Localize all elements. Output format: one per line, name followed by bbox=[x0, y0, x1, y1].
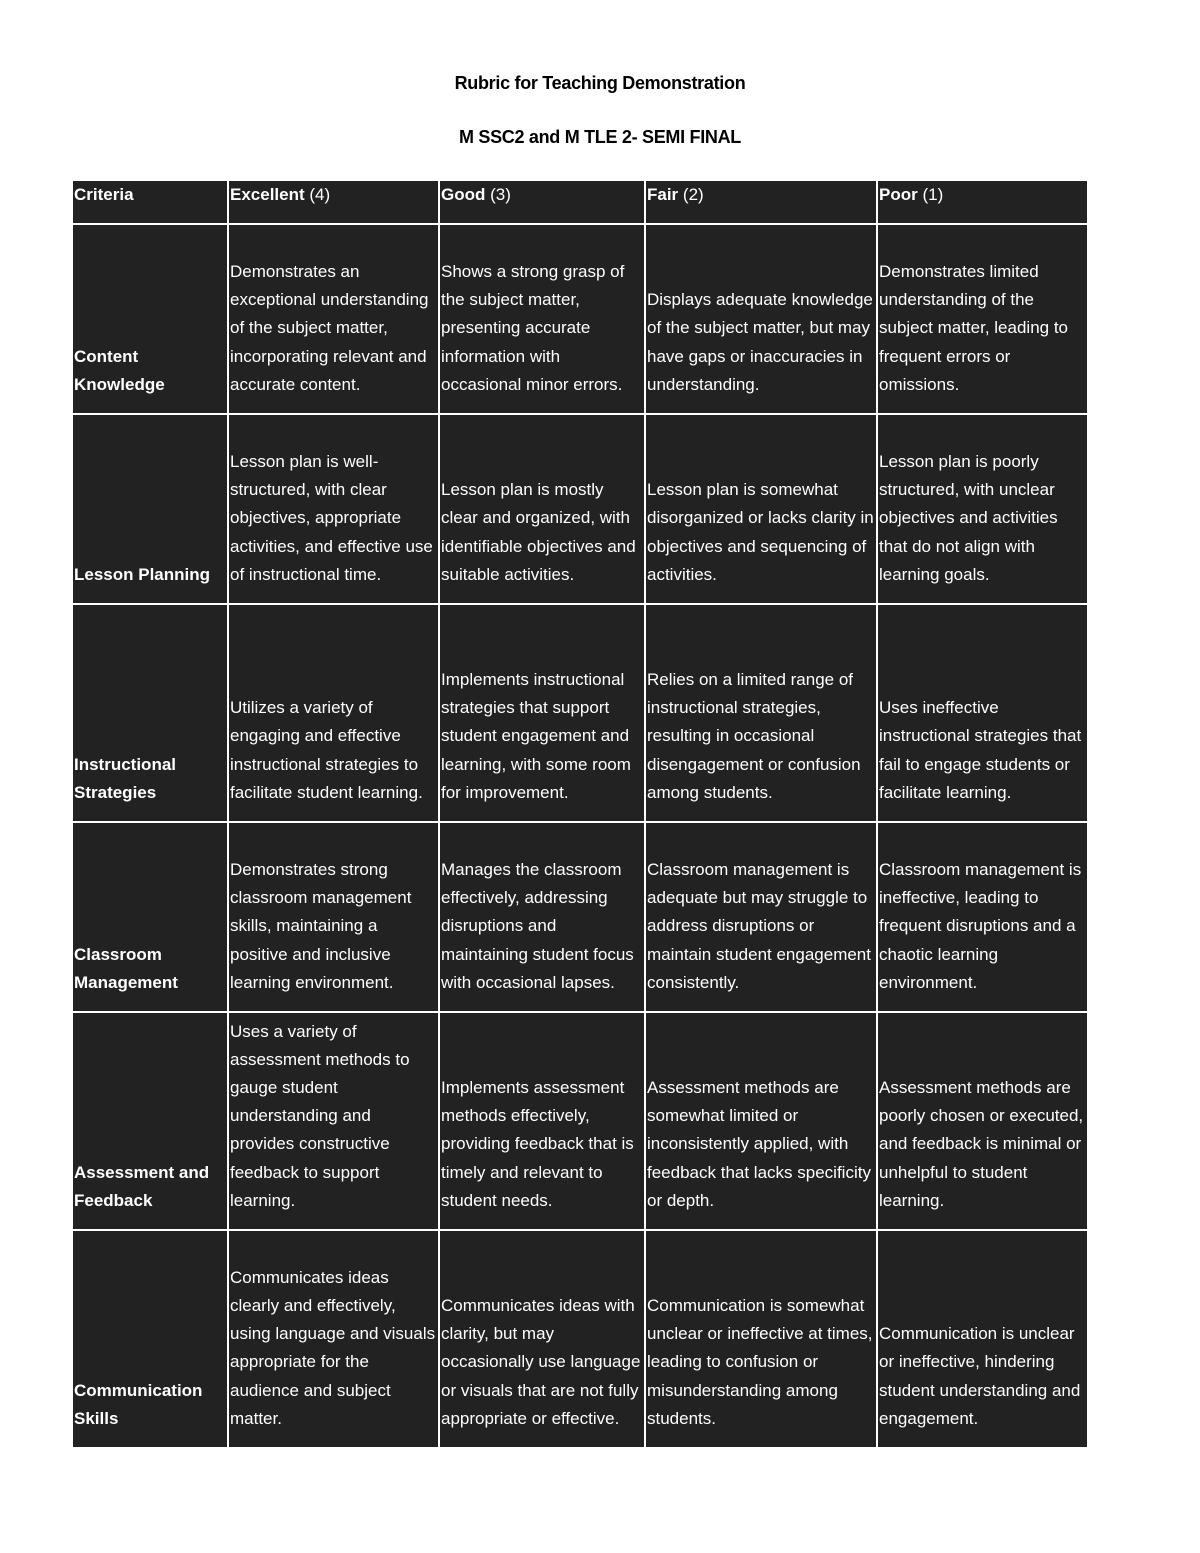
descriptor-cell: Uses ineffective instructional strategies that fail to engage students or facilitate learning. bbox=[877, 604, 1088, 822]
rubric-header bbox=[72, 180, 1088, 224]
descriptor-cell: Uses a variety of assessment methods to gauge student understanding and provides constructive feedback to support learning. bbox=[228, 1012, 439, 1230]
criterion-cell: Lesson Planning bbox=[72, 414, 228, 604]
level-name: Fair bbox=[647, 185, 679, 204]
document-title: Rubric for Teaching Demonstration bbox=[454, 73, 746, 93]
table-row bbox=[72, 224, 1088, 414]
table-row bbox=[72, 822, 1088, 1012]
rubric-body bbox=[72, 224, 1088, 1448]
descriptor-cell: Demonstrates limited understanding of the subject matter, leading to frequent errors or omissions. bbox=[877, 224, 1088, 414]
document-subtitle: M SSC2 and M TLE 2- SEMI FINAL bbox=[458, 127, 741, 147]
level-name: Good bbox=[441, 185, 486, 204]
descriptor-cell: Communicates ideas with clarity, but may occasionally use language or visuals that are not fully appropriate or effective. bbox=[439, 1230, 645, 1448]
level-score: (4) bbox=[304, 185, 331, 204]
descriptor-cell: Assessment methods are poorly chosen or executed, and feedback is minimal or unhelpful to student learning. bbox=[877, 1012, 1088, 1230]
rubric-table bbox=[72, 180, 1088, 1448]
level-score: (3) bbox=[485, 185, 511, 204]
header-level-good bbox=[439, 180, 645, 224]
descriptor-cell: Implements assessment methods effectively, providing feedback that is timely and relevant to student needs. bbox=[439, 1012, 645, 1230]
descriptor-cell: Classroom management is adequate but may struggle to address disruptions or maintain student engagement consistently. bbox=[645, 822, 877, 1012]
descriptor-cell: Communication is somewhat unclear or ineffective at times, leading to confusion or misunderstanding among students. bbox=[645, 1230, 877, 1448]
descriptor-cell: Manages the classroom effectively, addressing disruptions and maintaining student focus with occasional lapses. bbox=[439, 822, 645, 1012]
descriptor-cell: Assessment methods are somewhat limited or inconsistently applied, with feedback that lacks specificity or depth. bbox=[645, 1012, 877, 1230]
level-name: Excellent bbox=[230, 185, 305, 204]
header-level-excellent bbox=[228, 180, 439, 224]
descriptor-cell: Demonstrates an exceptional understanding of the subject matter, incorporating relevant and accurate content. bbox=[228, 224, 439, 414]
level-name: Poor bbox=[879, 185, 918, 204]
level-score: (1) bbox=[917, 185, 944, 204]
header-level-fair bbox=[645, 180, 877, 224]
header-level-poor bbox=[877, 180, 1088, 224]
table-row bbox=[72, 414, 1088, 604]
header-criteria: Criteria bbox=[72, 180, 228, 224]
descriptor-cell: Shows a strong grasp of the subject matter, presenting accurate information with occasional minor errors. bbox=[439, 224, 645, 414]
criterion-cell: Communication Skills bbox=[72, 1230, 228, 1448]
descriptor-cell: Classroom management is ineffective, leading to frequent disruptions and a chaotic learning environment. bbox=[877, 822, 1088, 1012]
criterion-cell: Assessment and Feedback bbox=[72, 1012, 228, 1230]
criterion-cell: Classroom Management bbox=[72, 822, 228, 1012]
table-row bbox=[72, 1230, 1088, 1448]
descriptor-cell: Communication is unclear or ineffective, hindering student understanding and engagement. bbox=[877, 1230, 1088, 1448]
level-score: (2) bbox=[678, 185, 704, 204]
descriptor-cell: Lesson plan is mostly clear and organized, with identifiable objectives and suitable activities. bbox=[439, 414, 645, 604]
descriptor-cell: Implements instructional strategies that support student engagement and learning, with some room for improvement. bbox=[439, 604, 645, 822]
descriptor-cell: Lesson plan is poorly structured, with unclear objectives and activities that do not align with learning goals. bbox=[877, 414, 1088, 604]
table-row bbox=[72, 1012, 1088, 1230]
descriptor-cell: Displays adequate knowledge of the subject matter, but may have gaps or inaccuracies in understanding. bbox=[645, 224, 877, 414]
criterion-cell: Instructional Strategies bbox=[72, 604, 228, 822]
table-row bbox=[72, 604, 1088, 822]
criterion-cell: Content Knowledge bbox=[72, 224, 228, 414]
descriptor-cell: Lesson plan is well-structured, with clear objectives, appropriate activities, and effective use of instructional time. bbox=[228, 414, 439, 604]
descriptor-cell: Communicates ideas clearly and effectively, using language and visuals appropriate for the audience and subject matter. bbox=[228, 1230, 439, 1448]
descriptor-cell: Demonstrates strong classroom management skills, maintaining a positive and inclusive learning environment. bbox=[228, 822, 439, 1012]
descriptor-cell: Lesson plan is somewhat disorganized or lacks clarity in objectives and sequencing of activities. bbox=[645, 414, 877, 604]
descriptor-cell: Relies on a limited range of instructional strategies, resulting in occasional disengagement or confusion among students. bbox=[645, 604, 877, 822]
descriptor-cell: Utilizes a variety of engaging and effective instructional strategies to facilitate student learning. bbox=[228, 604, 439, 822]
header-row bbox=[72, 180, 1088, 224]
